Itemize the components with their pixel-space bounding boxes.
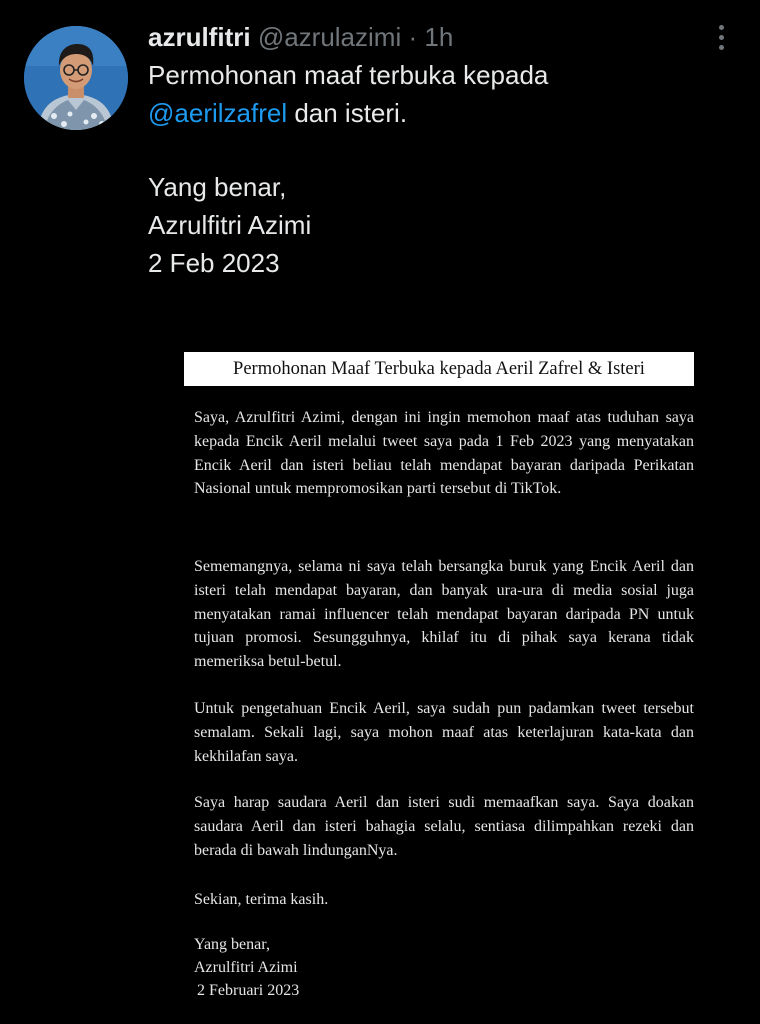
- tweet-sign-line-1: Yang benar,: [148, 172, 287, 202]
- more-vertical-icon: [719, 35, 724, 40]
- profile-photo-icon: [24, 26, 128, 130]
- letter-title: Permohonan Maaf Terbuka kepada Aeril Zafrel & Isteri: [184, 352, 694, 386]
- more-vertical-icon: [719, 25, 724, 30]
- more-vertical-icon: [719, 45, 724, 50]
- user-handle[interactable]: @azrulazimi: [257, 22, 402, 52]
- letter-sign-off: Yang benar,: [194, 936, 270, 953]
- letter-signature-name: Azrulfitri Azimi: [194, 959, 298, 976]
- timestamp[interactable]: 1h: [424, 22, 454, 52]
- letter-paragraph-4: Saya harap saudara Aeril dan isteri sudi memaafkan saya. Saya doakan saudara Aeril dan isteri bahagia selalu, sentiasa dilimpahkan rezeki dan berada di bawah lindunganNya.: [194, 794, 694, 859]
- tweet-line-2-rest: dan isteri.: [287, 98, 408, 128]
- display-name[interactable]: azrulfitri: [148, 22, 251, 52]
- tweet-sign-line-3: 2 Feb 2023: [148, 248, 280, 278]
- tweet-header: [148, 20, 453, 54]
- avatar[interactable]: [24, 26, 128, 130]
- tweet-blank-line: [148, 132, 708, 168]
- mention-link[interactable]: @aerilzafrel: [148, 98, 288, 128]
- letter-paragraph-3: Untuk pengetahuan Encik Aeril, saya sudah pun padamkan tweet tersebut semalam. Sekali lagi, saya mohon maaf atas keterlajuran kata-kata dan kekhilafan saya.: [194, 700, 694, 765]
- separator-dot: ·: [408, 22, 418, 52]
- attached-letter-image[interactable]: [184, 345, 704, 1005]
- tweet-text: [148, 56, 708, 282]
- tweet-line-2: [148, 94, 708, 132]
- letter-paragraph-2: Sememangnya, selama ni saya telah bersangka buruk yang Encik Aeril dan isteri telah mendapat bayaran, dan banyak ura-ura di media sosial juga menyatakan ramai influencer telah mendapat bayaran daripada PN untuk tujuan promosi. Sesungguhnya, khilaf itu di pihak saya kerana tidak memeriksa betul-betul.: [194, 558, 694, 671]
- tweet-line-1: Permohonan maaf terbuka kepada: [148, 60, 549, 90]
- tweet-sign-line-2: Azrulfitri Azimi: [148, 210, 312, 240]
- letter-closing: Sekian, terima kasih.: [194, 891, 329, 908]
- more-options-button[interactable]: [706, 16, 736, 56]
- letter-paragraph-1: Saya, Azrulfitri Azimi, dengan ini ingin memohon maaf atas tuduhan saya kepada Encik Aeril melalui tweet saya pada 1 Feb 2023 yang menyatakan Encik Aeril dan isteri beliau telah mendapat bayaran daripada Perikatan Nasional untuk mempromosikan parti tersebut di TikTok.: [194, 409, 694, 498]
- letter-date: 2 Februari 2023: [197, 982, 300, 999]
